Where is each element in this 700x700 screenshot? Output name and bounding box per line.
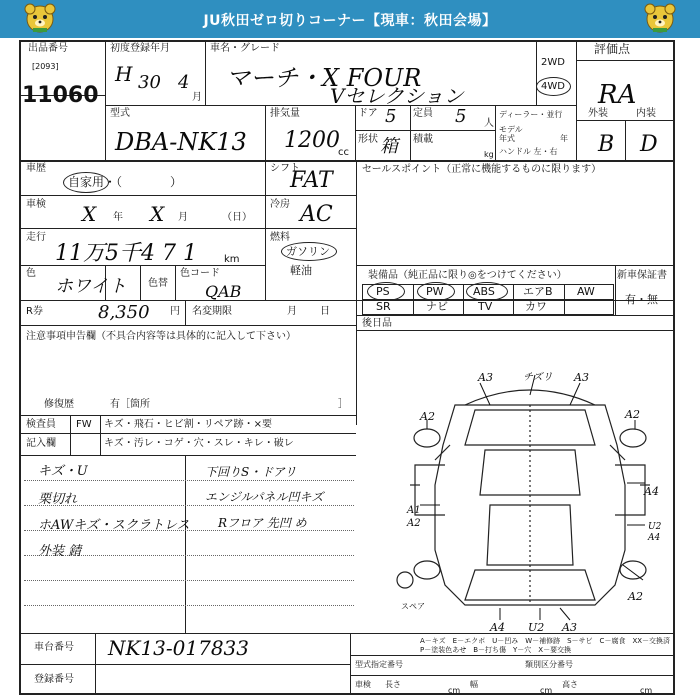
grid-line bbox=[625, 120, 626, 160]
history-circle-mark bbox=[63, 172, 109, 193]
handle-label: ハンドル 左・右 bbox=[499, 147, 558, 156]
shift-value: FAT bbox=[290, 168, 333, 193]
header-title: JU秋田ゼロ切りコーナー【現車：秋田会場】 bbox=[203, 13, 497, 29]
width-label: 幅 bbox=[470, 680, 478, 689]
inspector-row2: キズ・汚レ・コゲ・穴・スレ・キレ・破レ bbox=[104, 438, 294, 449]
notes-label: 注意事項申告欄（不具合内容等は具体的に記入して下さい） bbox=[26, 331, 296, 342]
int-grade: D bbox=[640, 132, 658, 157]
shift-label: シフト bbox=[270, 163, 300, 174]
legend-line2: P－塗装色あせ B－打ち傷 Y－穴 X－要交換 bbox=[420, 646, 572, 654]
registration-label: 登録番号 bbox=[34, 674, 74, 685]
grid-line bbox=[20, 160, 675, 162]
repair-value: 有［箇所 bbox=[110, 399, 150, 410]
cm-unit: cm bbox=[540, 686, 553, 695]
car-name-line1: マーチ・X FOUR bbox=[226, 64, 422, 92]
repair-label: 修復歴 bbox=[44, 399, 74, 410]
color-value: ホワイト bbox=[55, 276, 127, 297]
grid-line bbox=[105, 40, 106, 160]
cm-unit: cm bbox=[448, 686, 461, 695]
shaken-year: X bbox=[82, 202, 97, 226]
spare-label: スペア bbox=[401, 602, 425, 611]
warranty-value: 有・無 bbox=[625, 293, 658, 306]
grid-line bbox=[20, 455, 356, 456]
damage-label: A3 bbox=[478, 371, 493, 384]
cm-unit: cm bbox=[640, 686, 653, 695]
name-change-day: 日 bbox=[320, 306, 330, 317]
grid-line bbox=[410, 105, 411, 160]
year-label: 年 bbox=[560, 134, 568, 143]
equip-aw: AW bbox=[577, 285, 595, 298]
model-label: 型式 bbox=[110, 108, 130, 119]
grid-line bbox=[356, 330, 675, 331]
remark-right: Rフロア 先凹 め bbox=[218, 516, 307, 530]
grade-label: 評価点 bbox=[594, 42, 631, 56]
drive-4wd: 4WD bbox=[541, 81, 565, 92]
fuel-label: 燃料 bbox=[270, 232, 290, 243]
first-reg-era: H bbox=[115, 62, 133, 86]
equip-airbag: エアB bbox=[523, 285, 553, 298]
grid-line bbox=[205, 40, 206, 105]
grid-line bbox=[140, 265, 141, 300]
history-value: 自家用・（ ） bbox=[68, 175, 183, 189]
shaken-year-unit: 年 bbox=[113, 212, 123, 223]
first-reg-label: 初度登録年月 bbox=[110, 43, 170, 54]
mileage-value: 11万5千4 7 1 bbox=[55, 241, 197, 266]
equip-leather: カワ bbox=[525, 300, 547, 313]
fuel-diesel: 軽油 bbox=[290, 264, 312, 277]
recycle-unit: 円 bbox=[170, 306, 180, 317]
equip-pw: PW bbox=[426, 285, 444, 298]
displacement-label: 排気量 bbox=[270, 108, 300, 119]
fw-label: FW bbox=[76, 419, 92, 430]
model-year-label: モデル bbox=[499, 125, 523, 134]
grid-line bbox=[576, 60, 675, 61]
chassis-label: 車台番号 bbox=[34, 642, 74, 653]
remark-left: 栗切れ bbox=[38, 492, 78, 507]
mileage-label: 走行 bbox=[26, 232, 46, 243]
grid-line bbox=[495, 105, 496, 160]
load-label: 積載 bbox=[413, 134, 433, 145]
damage-label: A4 bbox=[644, 485, 659, 498]
year-unit-label: 年式 bbox=[499, 134, 515, 143]
damage-label: U2 bbox=[528, 621, 545, 634]
displacement-unit: cc bbox=[338, 147, 349, 158]
lot-label: 出品番号 bbox=[28, 43, 68, 54]
equip-circle-mark bbox=[417, 282, 455, 301]
shaken-label: 車検 bbox=[26, 199, 46, 210]
damage-label: チズリ bbox=[523, 372, 553, 383]
capacity-value: 5 bbox=[455, 106, 467, 127]
recycle-value: 8,350 bbox=[98, 302, 150, 323]
length-label: 長さ bbox=[385, 680, 401, 689]
inspector-row1: キズ・飛石・ヒビ割・リペア跡・×要 bbox=[104, 419, 272, 430]
grid-line bbox=[350, 655, 675, 656]
equip-navi: ナビ bbox=[426, 300, 448, 313]
sales-point-label: セールスポイント（正常に機能するものに限ります） bbox=[362, 164, 602, 175]
drive-2wd: 2WD bbox=[541, 57, 565, 68]
load-unit: kg bbox=[484, 150, 494, 159]
equip-abs: ABS bbox=[473, 285, 495, 298]
doors-value: 5 bbox=[385, 106, 397, 127]
grid-line bbox=[355, 105, 356, 160]
ext-label: 外装 bbox=[588, 108, 608, 119]
ext-grade: B bbox=[598, 132, 615, 157]
remark-left: ホAWキズ・スクラトレス bbox=[38, 518, 190, 533]
post-attach-label: 後日品 bbox=[362, 318, 392, 329]
color-code-value: QAB bbox=[205, 282, 242, 301]
remark-left: 外装 錆 bbox=[38, 544, 82, 559]
grid-line bbox=[20, 195, 356, 196]
grid-line bbox=[355, 130, 495, 131]
header-bar bbox=[0, 0, 700, 38]
remark-left: キズ・U bbox=[38, 464, 88, 479]
color-code-label: 色コード bbox=[180, 268, 220, 279]
car-condition-diagram bbox=[395, 365, 665, 630]
grid-line bbox=[350, 675, 675, 676]
grid-line bbox=[20, 325, 356, 326]
shaken-day-unit: （日） bbox=[222, 212, 252, 223]
grid-line bbox=[20, 664, 350, 665]
grid-line bbox=[20, 228, 356, 229]
grid-line bbox=[615, 265, 616, 315]
equip-sr: SR bbox=[376, 300, 391, 313]
capacity-unit: 人 bbox=[484, 118, 494, 129]
displacement-value: 1200 bbox=[284, 128, 340, 153]
inspector-label: 検査員 bbox=[26, 419, 56, 430]
equip-circle-mark bbox=[466, 282, 508, 301]
lot-code: [2093] bbox=[32, 62, 59, 71]
entry-label: 記入欄 bbox=[26, 438, 56, 449]
car-name-label: 車名・グレード bbox=[210, 43, 280, 54]
damage-label: A3 bbox=[562, 621, 577, 634]
capacity-label: 定員 bbox=[413, 108, 433, 119]
aircon-label: 冷房 bbox=[270, 199, 290, 210]
type-number-label: 型式指定番号 bbox=[355, 660, 403, 669]
body-shape-label: 形状 bbox=[358, 134, 378, 145]
first-reg-month-unit: 月 bbox=[192, 92, 202, 103]
equip-ps: PS bbox=[376, 285, 390, 298]
aircon-value: AC bbox=[300, 202, 333, 227]
remark-right: エンジルパネル凹キズ bbox=[205, 490, 324, 504]
shaken-month-unit: 月 bbox=[178, 212, 188, 223]
grid-line bbox=[265, 105, 266, 160]
fuel-gas: ガソリン bbox=[286, 245, 330, 258]
damage-label: A2 bbox=[420, 410, 435, 423]
chassis-value: NK13-017833 bbox=[108, 636, 249, 660]
dealer-label: ディーラー・並行 bbox=[499, 110, 563, 119]
equip-tv: TV bbox=[478, 300, 493, 313]
remark-right: 下回りS・ドアリ bbox=[205, 465, 297, 479]
damage-label: A1 bbox=[407, 505, 421, 516]
fuel-circle-mark bbox=[281, 242, 337, 261]
equipment-label: 装備品（純正品に限り◎をつけてください） bbox=[368, 270, 567, 281]
name-change-label: 名変期限 bbox=[192, 306, 232, 317]
plate-label: 車検 bbox=[355, 680, 371, 689]
history-label: 車歴 bbox=[26, 163, 46, 174]
grid-line bbox=[576, 40, 577, 160]
first-reg-month: 4 bbox=[178, 72, 190, 93]
damage-label: U2 bbox=[648, 522, 662, 532]
recycle-label: R券 bbox=[26, 306, 43, 317]
int-label: 内装 bbox=[636, 108, 656, 119]
grid-line bbox=[356, 315, 675, 316]
doors-label: ドア bbox=[358, 108, 378, 119]
damage-label: A3 bbox=[574, 371, 589, 384]
grid-line bbox=[185, 455, 186, 633]
grid-line bbox=[100, 415, 101, 455]
grid-line bbox=[70, 415, 71, 455]
grid-line bbox=[356, 265, 675, 266]
grid-line bbox=[265, 160, 266, 300]
height-label: 高さ bbox=[562, 680, 578, 689]
grid-line bbox=[536, 40, 537, 105]
new-warranty-label: 新車保証書 bbox=[617, 270, 667, 281]
name-change-month: 月 bbox=[287, 306, 297, 317]
grid-line bbox=[356, 160, 357, 425]
grade-value: RA bbox=[598, 80, 637, 110]
grid-line bbox=[175, 265, 176, 300]
first-reg-year: 30 bbox=[138, 72, 161, 93]
legend-line1: A－キズ E－エクボ U－凹み W－補修跡 S－サビ C－腐食 XX－交換済 bbox=[420, 637, 671, 645]
repair-close: ］ bbox=[338, 399, 348, 410]
damage-label: A2 bbox=[628, 590, 643, 603]
grid-line bbox=[185, 300, 186, 325]
body-shape-value: 箱 bbox=[380, 136, 398, 157]
color-change-label: 色替 bbox=[148, 278, 168, 289]
equip-circle-mark bbox=[367, 282, 405, 301]
class-number-label: 類別区分番号 bbox=[525, 660, 573, 669]
car-name-line2: Vセレクション bbox=[330, 84, 464, 108]
bear-mascot-icon bbox=[644, 2, 676, 34]
damage-label: A4 bbox=[490, 621, 505, 634]
color-label: 色 bbox=[26, 268, 36, 279]
shaken-month: X bbox=[150, 202, 165, 226]
damage-label: A2 bbox=[625, 408, 640, 421]
lot-number: 11060 bbox=[22, 83, 99, 108]
damage-label: A2 bbox=[407, 518, 421, 529]
model-value: DBA-NK13 bbox=[115, 128, 247, 156]
drive-circle-mark bbox=[536, 77, 571, 96]
grid-line bbox=[95, 633, 96, 695]
mileage-unit: km bbox=[224, 254, 240, 265]
grid-line bbox=[350, 633, 351, 695]
damage-label: A4 bbox=[648, 533, 661, 543]
